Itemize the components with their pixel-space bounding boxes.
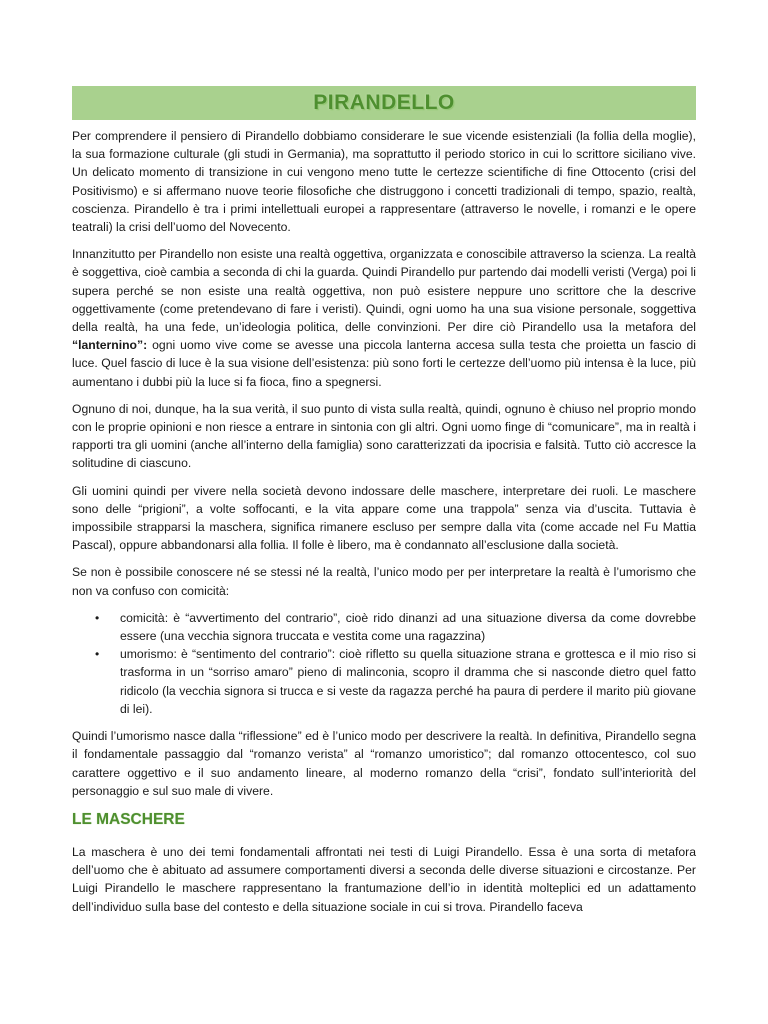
paragraph-conclusione: Quindi l’umorismo nasce dalla “riflessione” ed è l’unico modo per descrivere la realtà. In definitiva, Pirandello segna il fondamentale passaggio dal “romanzo verista” al “romanzo umoristico”; dal romanzo ottocentesco, col suo carattere oggettivo e il suo andamento lineare, al moderno romanzo della “crisi”, fondato sull’interiorità del personaggio e sul suo male di vivere. [72, 729, 696, 798]
paragraph-lanternino-end: ogni uomo vive come se avesse una piccola lanterna accesa sulla testa che proietta un fascio di luce. Quel fascio di luce è la sua visione dell’esistenza: più sono forti le certezze dell’uomo più intensa è la luce, più aumentano i dubbi più la luce si fa fioca, fino a spegnersi. [72, 338, 696, 389]
list-item-text: comicità: è “avvertimento del contrario”, cioè rido dinanzi ad una situazione diversa da come dovrebbe essere (una vecchia signora truccata e vestita come una ragazzina) [120, 610, 696, 644]
bullet-icon: • [95, 647, 100, 662]
paragraph-maschere: Gli uomini quindi per vivere nella società devono indossare delle maschere, interpretare dei ruoli. Le maschere sono delle “prigioni”, a volte soffocanti, e la vita appare come una trappola” senza via d’uscita. Tuttavia è impossibile strapparsi la maschera, significa rimanere escluso per sempre dalla vita (come accade nel Fu Mattia Pascal), oppure abbandonarsi alla follia. Il folle è libero, ma è condannato all’esclusione dalla società. [72, 483, 696, 553]
lanternino-term: “lanternino”: [72, 338, 148, 353]
paragraph-lanternino [72, 245, 696, 391]
paragraph-verita: Ognuno di noi, dunque, ha la sua verità, il suo punto di vista sulla realtà, quindi, ognuno è chiuso nel proprio mondo con le proprie opinioni e non riesce a entrare in sintonia con gli altri. Ogni uomo finge di “comunicare”, ma in realtà i rapporti tra gli uomini (anche all’interno della famiglia) sono caratterizzati da ipocrisia e falsità. Tutto ciò accresce la solitudine di ciascuno. [72, 401, 696, 471]
paragraph-intro: Per comprendere il pensiero di Pirandello dobbiamo considerare le sue vicende esistenziali (la follia della moglie), la sua formazione culturale (gli studi in Germania), ma soprattutto il periodo storico in cui lo scrittore siciliano vive. Un delicato momento di transizione in cui vengono meno tutte le certezze scientifiche di fine Ottocento (crisi del Positivismo) e si affermano nuove teorie filosofiche che distruggono i concetti tradizionali di tempo, spazio, realtà, coscienza. Pirandello è tra i primi intellettuali europei a rappresentare (attraverso le novelle, i romanzi e le opere teatrali) la crisi dell’uomo del Novecento. [72, 129, 696, 235]
bullet-list [72, 609, 696, 718]
section-heading: LE MASCHERE [72, 810, 185, 828]
title-banner [72, 86, 696, 120]
document-body [72, 127, 696, 925]
paragraph-umorismo-intro: Se non è possibile conoscere né se stessi né la realtà, l’unico modo per per interpretare la realtà è l’umorismo che non va confuso con comicità: [72, 565, 696, 598]
bullet-icon: • [95, 610, 100, 625]
page-title: PIRANDELLO [313, 91, 455, 114]
paragraph-lanternino-start: Innanzitutto per Pirandello non esiste una realtà oggettiva, organizzata e conoscibile attraverso la scienza. La realtà è soggettiva, cioè cambia a seconda di chi la guarda. Quindi Pirandello pur partendo dai modelli veristi (Verga) poi li supera perché se non esiste una realtà oggettiva, non può esistere neppure uno scrittore che la descrive oggettivamente (come pretendevano di fare i veristi). Quindi, ogni uomo ha una sua visione personale, soggettiva della realtà, ha una fede, un’ideologia politica, delle convinzioni. Per dire ciò Pirandello usa la metafora del [72, 247, 696, 335]
list-item [95, 645, 696, 718]
paragraph-maschera: La maschera è uno dei temi fondamentali affrontati nei testi di Luigi Pirandello. Essa è una sorta di metafora dell’uomo che è abituato ad assumere comportamenti diversi a seconda delle diverse situazioni e circostanze. Per Luigi Pirandello le maschere rappresentano la frantumazione dell’io in identità molteplici ed un adattamento dell’individuo sulla base del contesto e della situazione sociale in cui si trova. Pirandello faceva [72, 844, 696, 914]
list-item [95, 609, 696, 645]
list-item-text: umorismo: è “sentimento del contrario”: cioè rifletto su quella situazione strana e grottesca e il mio riso si trasforma in un “sorriso amaro” pieno di malinconia, scopro il dramma che si nasconde dietro quel fatto ridicolo (la vecchia signora si trucca e si veste da ragazza perché ha paura di perdere il marito più giovane di lei). [120, 647, 696, 716]
